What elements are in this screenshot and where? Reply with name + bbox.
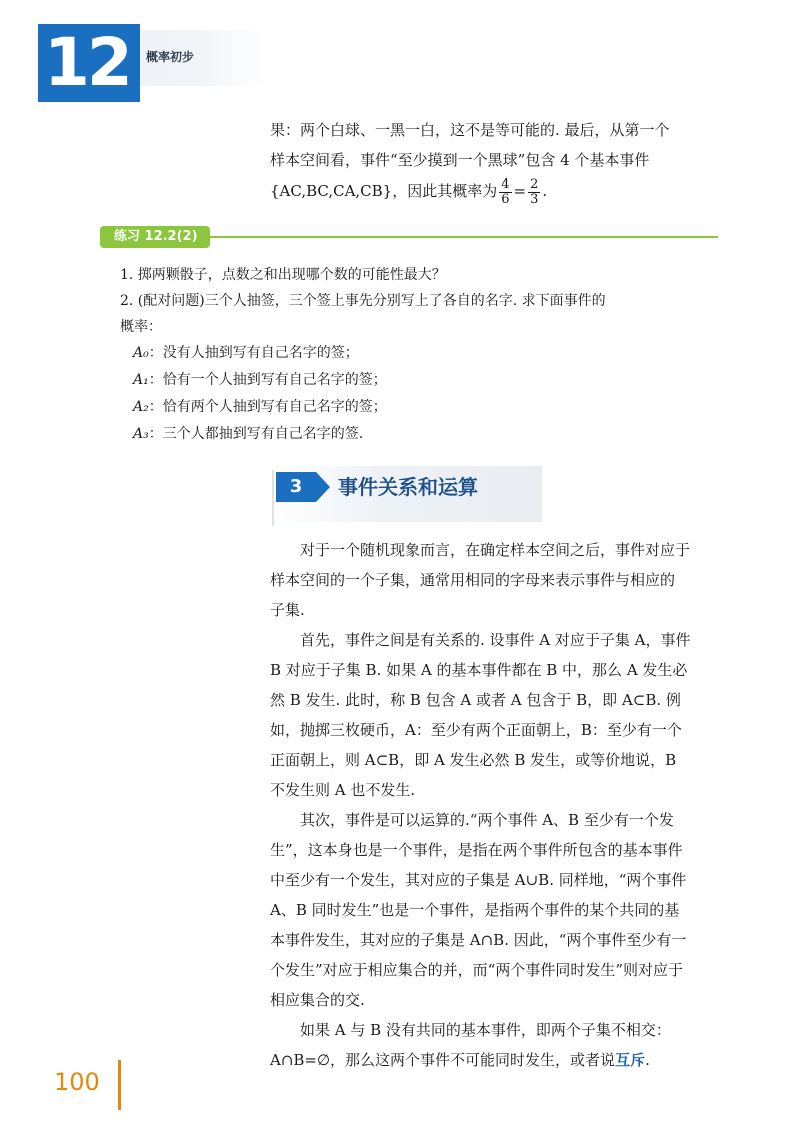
intro-probability-text: ，因此其概率为 <box>392 182 498 200</box>
para-2-line-4: 如，抛掷三枚硬币，A：至少有两个正面朝上，B：至少有一个 <box>270 721 682 739</box>
para-1-line-1: 对于一个随机现象而言，在确定样本空间之后，事件对应于 <box>270 541 691 559</box>
exercise-label: 练习 12.2(2) <box>100 226 210 248</box>
para-3-line-5: 本事件发生，其对应的子集是 A∩B. 因此，“两个事件至少有一 <box>270 931 687 949</box>
para-3-line-6: 个发生”对应于相应集合的并，而“两个事件同时发生”则对应于 <box>270 961 684 979</box>
para-2-line-2: B 对应于子集 B. 如果 A 的基本事件都在 B 中，那么 A 发生必 <box>270 661 688 679</box>
term-mutually-exclusive: 互斥 <box>615 1051 646 1069</box>
para-1-line-3: 子集. <box>270 601 305 619</box>
exercise-divider <box>210 236 718 238</box>
para-3-line-2: 生”，这本身也是一个事件，是指在两个事件所包含的基本事件 <box>270 841 683 859</box>
exercise-item-2-line-2: 概率： <box>120 319 162 335</box>
intro-line-2: 样本空间看，事件“至少摸到一个黑球”包含 4 个基本事件 <box>270 151 650 169</box>
page-number-rule <box>118 1060 121 1110</box>
exercise-sub-a2: A₂：恰有两个人抽到写有自己名字的签； <box>133 399 387 415</box>
para-4-line-2: A∩B=∅，那么这两个事件不可能同时发生，或者说互斥. <box>270 1051 650 1069</box>
para-4-line-1: 如果 A 与 B 没有共同的基本事件，即两个子集不相交： <box>270 1021 671 1039</box>
para-2-line-1: 首先，事件之间是有关系的. 设事件 A 对应于子集 A，事件 <box>270 631 691 649</box>
section-number: 3 <box>276 472 316 502</box>
para-3-line-3: 中至少有一个发生，其对应的子集是 A∪B. 同样地，“两个事件 <box>270 871 687 889</box>
para-2-line-6: 不发生则 A 也不发生. <box>270 781 416 799</box>
para-2-line-5: 正面朝上，则 A⊂B，即 A 发生必然 B 发生，或等价地说，B <box>270 751 677 769</box>
section-arrow-icon <box>316 472 330 502</box>
event-set: {AC,BC,CA,CB} <box>270 182 393 200</box>
para-3-line-4: A、B 同时发生”也是一个事件，是指两个事件的某个共同的基 <box>270 901 680 919</box>
fraction-2-3: $\frac{2}{3}$ <box>530 176 539 207</box>
para-3-line-1: 其次，事件是可以运算的.“两个事件 A、B 至少有一个发 <box>270 811 674 829</box>
intro-line-1: 果：两个白球、一黑一白，这不是等可能的. 最后，从第一个 <box>270 121 670 139</box>
para-2-line-3: 然 B 发生. 此时，称 B 包含 A 或者 A 包含于 B，即 A⊂B. 例 <box>270 691 681 709</box>
para-1-line-2: 样本空间的一个子集，通常用相同的字母来表示事件与相应的 <box>270 571 676 589</box>
exercise-item-1: 1. 掷两颗骰子，点数之和出现哪个数的可能性最大？ <box>120 267 446 283</box>
exercise-item-2-line-1: 2. (配对问题)三个人抽签，三个签上事先分别写上了各自的名字. 求下面事件的 <box>120 293 606 309</box>
exercise-sub-a1: A₁：恰有一个人抽到写有自己名字的签； <box>133 372 387 388</box>
chapter-number: 12 <box>44 24 130 101</box>
chapter-title: 概率初步 <box>146 50 195 64</box>
intro-line-3: {AC,BC,CA,CB}，因此其概率为 $\frac{4}{6}$ = $\frac{2}{3}$ . <box>270 176 548 207</box>
para-3-line-7: 相应集合的交. <box>270 991 365 1009</box>
exercise-sub-a3: A₃：三个人都抽到写有自己名字的签. <box>133 426 364 442</box>
exercise-sub-a0: A₀：没有人抽到写有自己名字的签； <box>133 345 359 361</box>
page-number: 100 <box>54 1068 100 1096</box>
section-heading-rule <box>272 470 274 526</box>
fraction-4-6: $\frac{4}{6}$ <box>501 176 510 207</box>
section-title: 事件关系和运算 <box>338 475 478 499</box>
